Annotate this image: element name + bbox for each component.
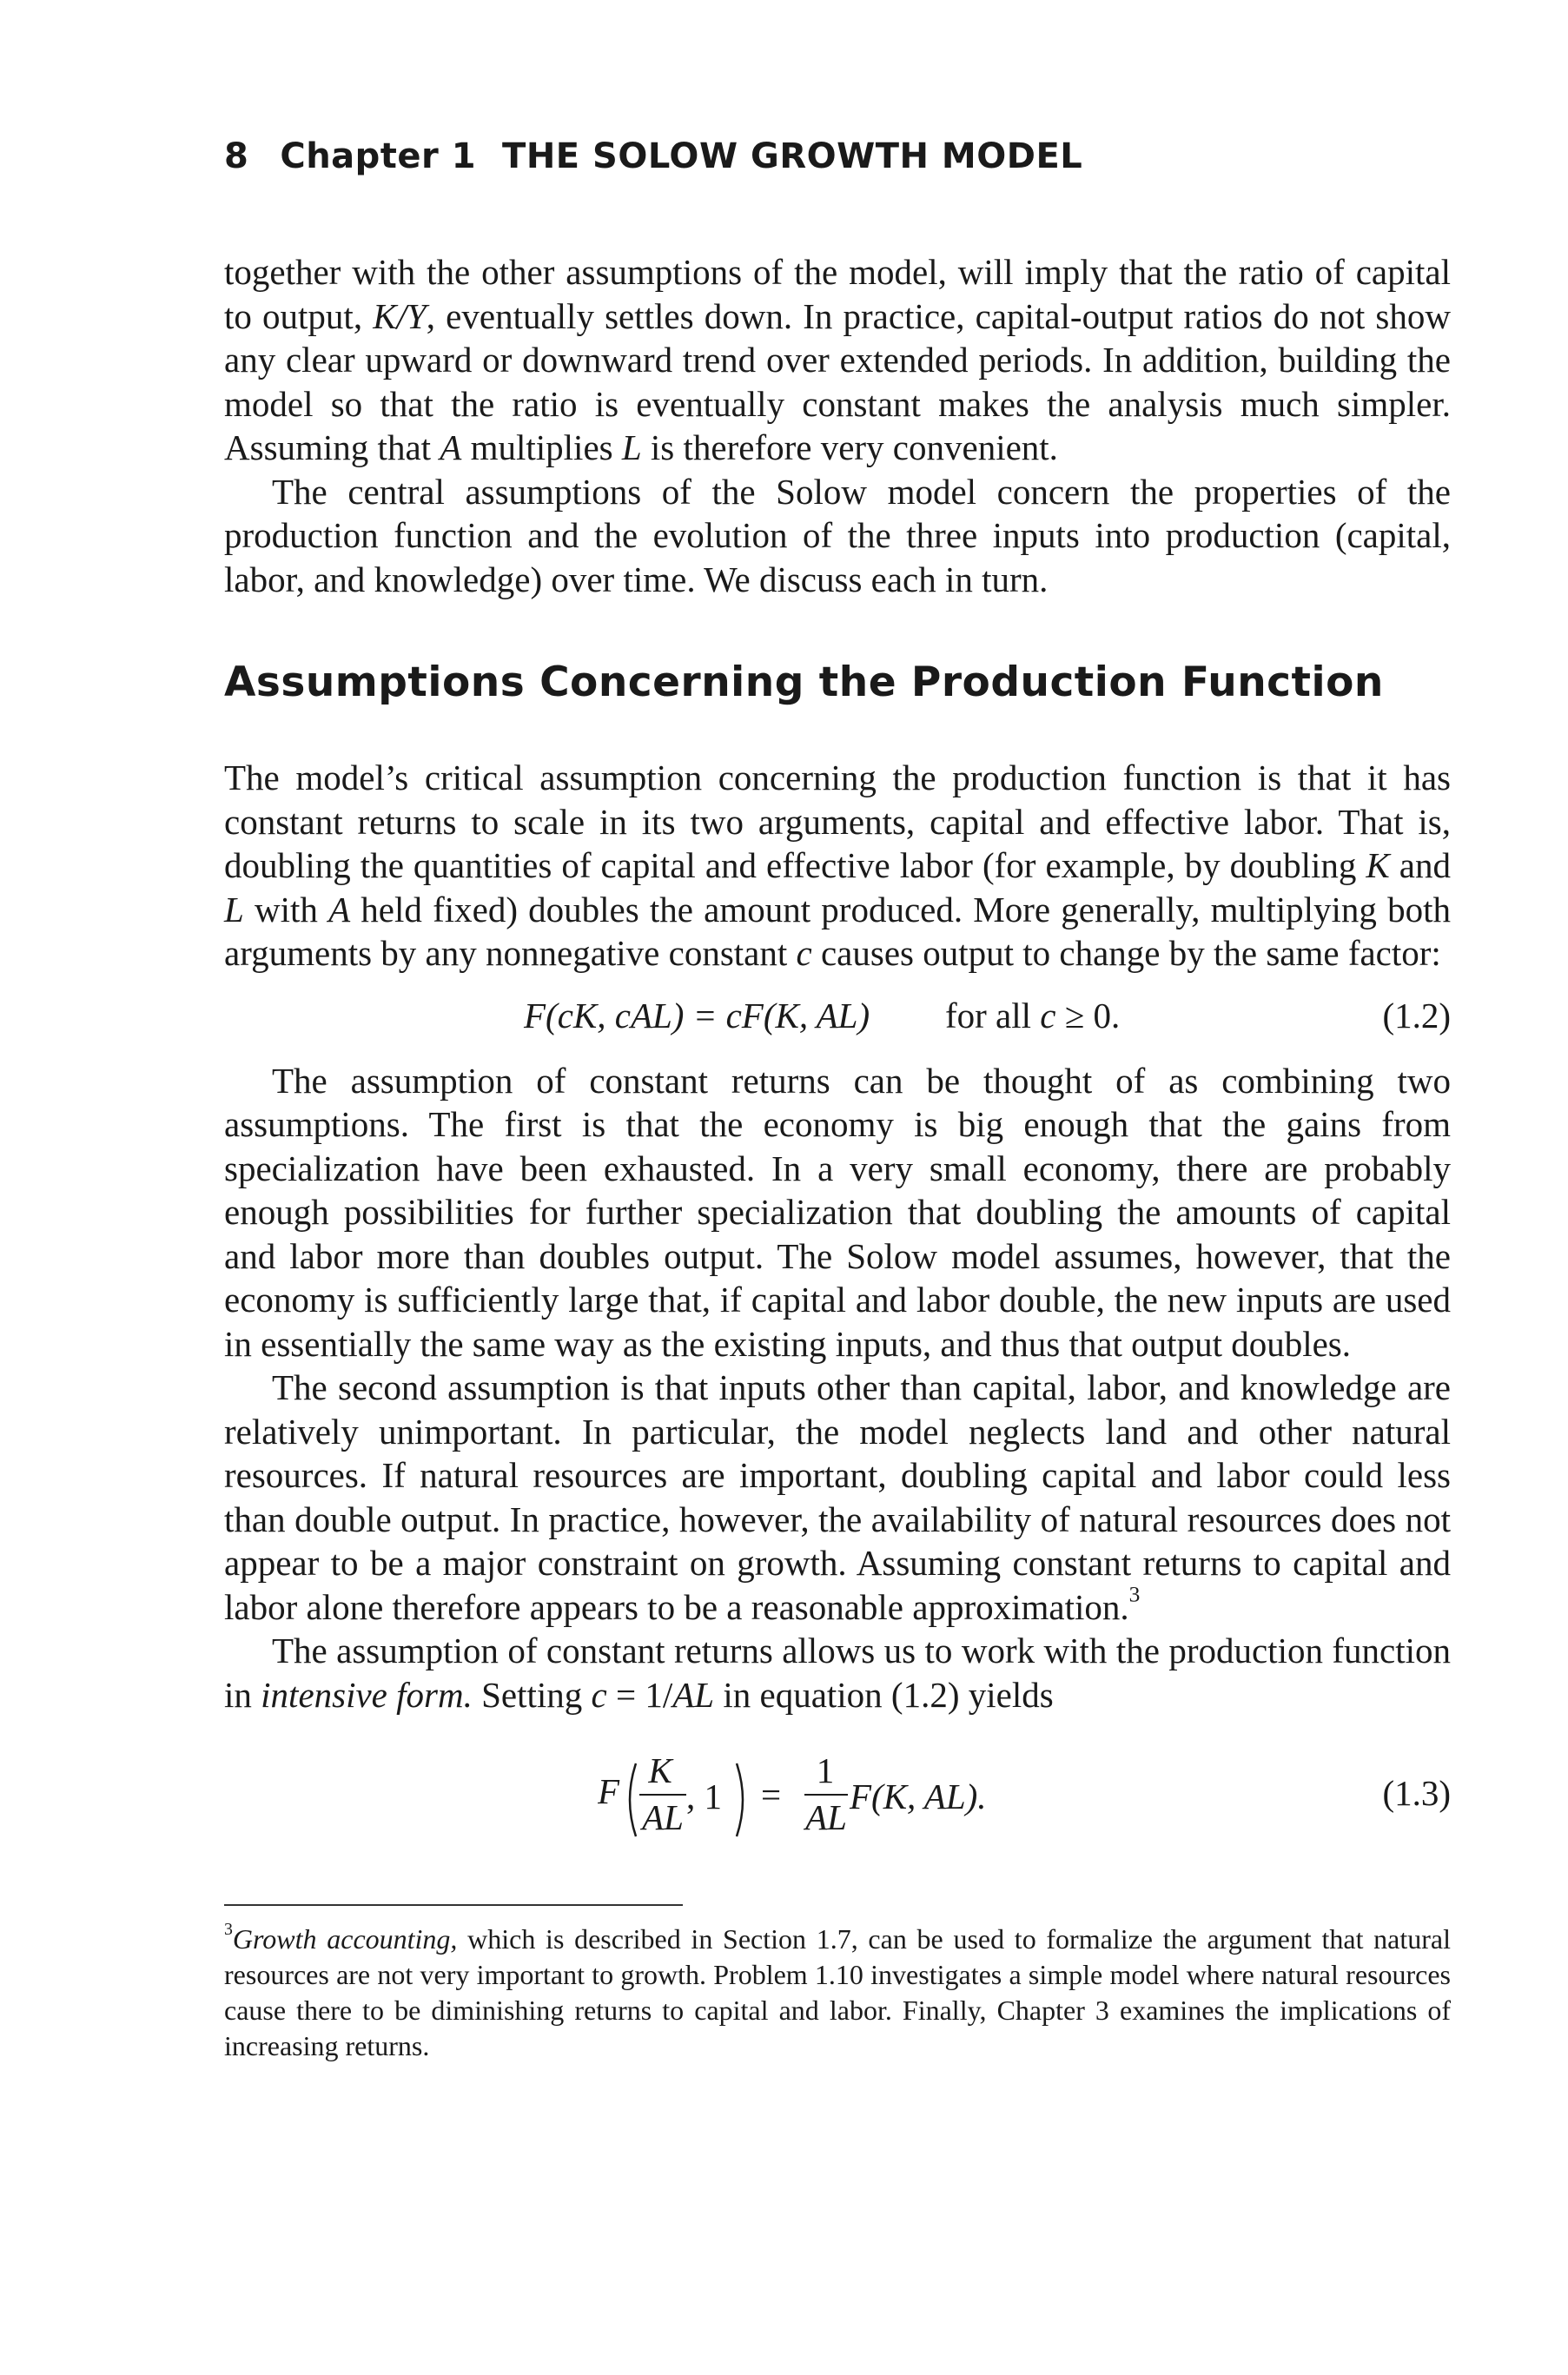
math-ky: K/Y (373, 295, 427, 336)
footnote-rule (224, 1904, 683, 1906)
equation-1-2 (224, 982, 1451, 1049)
book-page (224, 130, 1451, 2064)
footnote-mark: 3 (224, 1920, 233, 1940)
page-number: 8 (224, 136, 249, 176)
paragraph-3: The model’s critical assumption concerning the production function is that it has constant returns to scale in its two arguments, capital and effective labor. That is, doubling the quantities of capital and effective labor (for example, by doubling K and L with A held fixed) doubles the amount produced. More generally, multiplying both arguments by any nonnegative constant c causes output to change by the same factor: (224, 757, 1452, 973)
paragraph-2: The central assumptions of the Solow model concern the properties of the production function and the evolution of the three inputs into production (capital, labor, and knowledge) over time. We discuss each in turn. (224, 471, 1451, 599)
paragraph-5: The second assumption is that inputs other than capital, labor, and knowledge are relatively unimportant. In particular, the model neglects land and other natural resources. If natural resources are important, doubling capital and labor could less than double output. In practice, however, the availability of natural resources does not appear to be a major constraint on growth. Assuming constant returns to capital and labor alone therefore appears to be a reasonable approximation.$^3$ (224, 1367, 1451, 1627)
paragraph-1: together with the other assumptions of the model, will imply that the ratio of capital to output, K/Y, eventually settles down. In practice, capital-output ratios do not show any clear upward or downward trend over extended periods. In addition, building the model so that the ratio is eventually constant makes the analysis much simpler. Assuming that A multiplies L is therefore very convenient. (224, 252, 1451, 467)
equation-1-3 (224, 1722, 1451, 1869)
running-head (224, 130, 1451, 182)
equation-1-2-condition: for all c ≥ 0. (945, 995, 1121, 1035)
equation-1-3-number: (1.3) (1382, 1773, 1451, 1813)
right-paren-icon (737, 1763, 743, 1836)
eq13-equals: = (761, 1775, 782, 1815)
eq13-frac1-num: K (648, 1750, 672, 1790)
equation-1-3-formula (598, 1722, 1067, 1869)
math-l: L (621, 427, 642, 467)
left-paren-icon (630, 1763, 636, 1836)
eq13-frac2-num: 1 (816, 1750, 835, 1790)
section-heading: Assumptions Concerning the Production Function (224, 658, 1384, 706)
eq13-comma-one: , 1 (686, 1776, 722, 1816)
equation-1-2-expression: F(cK, cAL) = cF(K, AL) (524, 995, 870, 1035)
paragraph-4: The assumption of constant returns can be thought of as combining two assumptions. The first is that the economy is big enough that the gains from specialization have been exhausted. In a very small economy, there are probably enough possibilities for further specialization that doubling the amounts of capital and labor more than doubles output. The Solow model assumes, however, that the economy is sufficiently large that, if capital and labor double, the new inputs are used in essentially the same way as the existing inputs, and thus that output doubles. (224, 1060, 1451, 1364)
eq13-F: F (598, 1771, 620, 1811)
eq13-frac1-den: AL (642, 1797, 684, 1837)
footnote-3 (224, 1922, 1451, 2064)
footnote-ref-3: 3 (1128, 1582, 1141, 1607)
footnote-3-text: $^3$Growth accounting, which is described in Section 1.7, can be used to formalize the argument that natural resources are not very important to growth. Problem 1.10 investigates a simple model where natural resources cause there to be diminishing returns to capital and labor. Finally, Chapter 3 examines the implications of increasing returns. (224, 1920, 1452, 2061)
chapter-title: THE SOLOW GROWTH MODEL (502, 136, 1083, 176)
equation-1-2-number: (1.2) (1382, 995, 1451, 1035)
eq13-frac2-den: AL (805, 1797, 847, 1837)
math-a: A (440, 427, 462, 467)
chapter-label: Chapter 1 (280, 136, 477, 176)
paragraph-6: The assumption of constant returns allows us to work with the production function in intensive form. Setting c = 1/AL in equation (1.2) yields (224, 1631, 1451, 1715)
eq13-rhs: F(K, AL). (850, 1776, 987, 1816)
